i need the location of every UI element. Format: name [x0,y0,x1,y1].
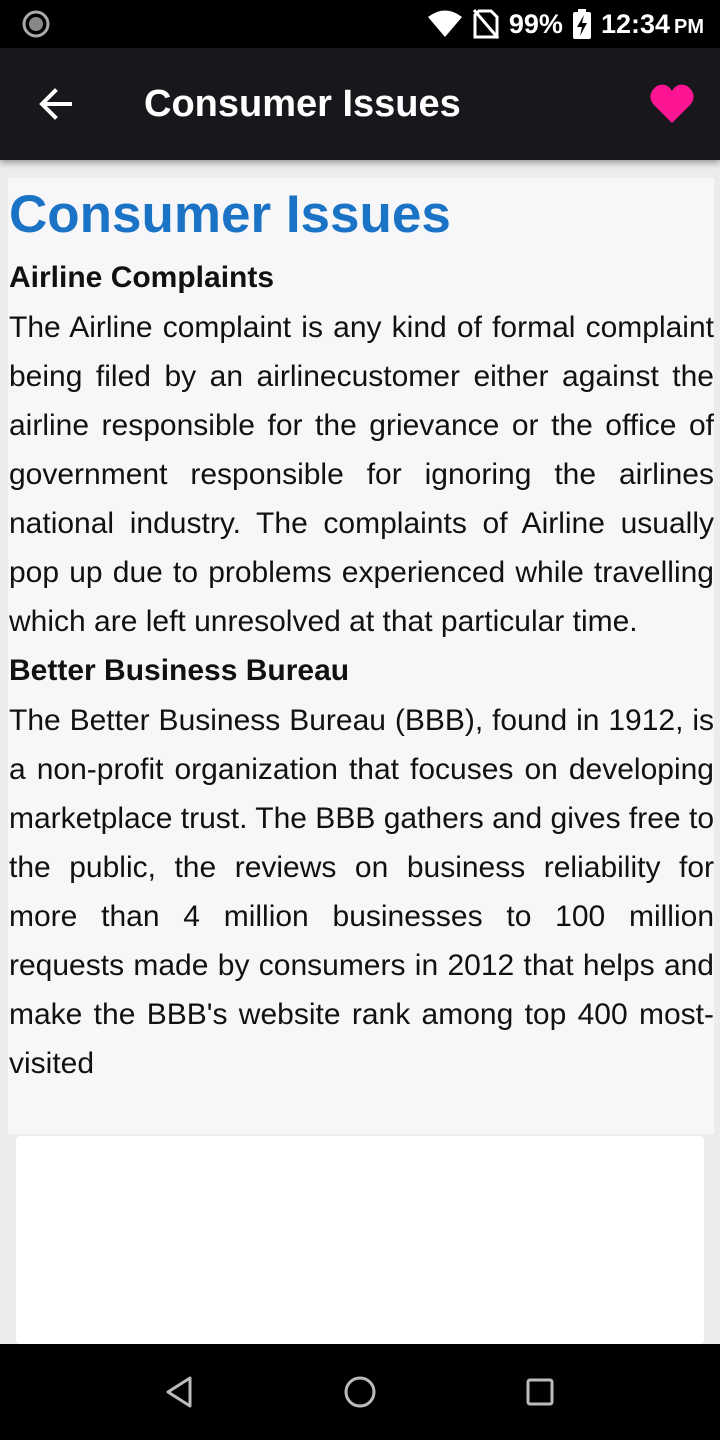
clock [601,9,704,40]
back-button[interactable] [24,72,88,136]
page-heading: Consumer Issues [9,185,451,244]
nav-recents-button[interactable] [516,1368,564,1416]
section-heading: Airline Complaints [9,261,275,294]
app-bar [0,48,720,160]
square-recents-icon [525,1377,555,1407]
ad-banner[interactable] [16,1136,704,1344]
app-bar-title: Consumer Issues [144,83,461,125]
nav-back-button[interactable] [156,1368,204,1416]
favorite-button[interactable] [644,78,700,130]
arrow-left-icon [38,86,74,122]
heart-icon [650,84,694,124]
section-body: The Better Business Bureau (BBB), found in 1912, is a non-profit organization that focuses on developing marketplace trust. The BBB gathers and gives free to the public, the reviews on business reliability for more than 4 million businesses to 100 million requests made by consumers in 2012 that helps and make the BBB's website rank among top 400 most-visited [9,704,714,1080]
no-sim-icon [473,9,499,39]
article-content[interactable] [8,178,714,1134]
clock-time: 12:34 [600,8,670,39]
clock-suffix: PM [674,15,704,38]
status-indicators [427,0,704,48]
status-bar [0,0,720,48]
battery-charging-icon [573,9,591,39]
navigation-bar [0,1344,720,1440]
nav-home-button[interactable] [336,1368,384,1416]
section-heading: Better Business Bureau [9,654,350,687]
sync-icon [22,10,50,38]
wifi-icon [427,10,463,38]
circle-home-icon [343,1375,377,1409]
battery-level: 99% [508,8,563,39]
section-body: The Airline complaint is any kind of formal complaint being filed by an airlinecustomer either against the airline responsible for the grievance or the office of government responsible for ignoring the airlines national industry. The complaints of Airline usually pop up due to problems experienced while travelling which are left unresolved at that particular time. [9,311,714,638]
triangle-back-icon [164,1375,196,1409]
